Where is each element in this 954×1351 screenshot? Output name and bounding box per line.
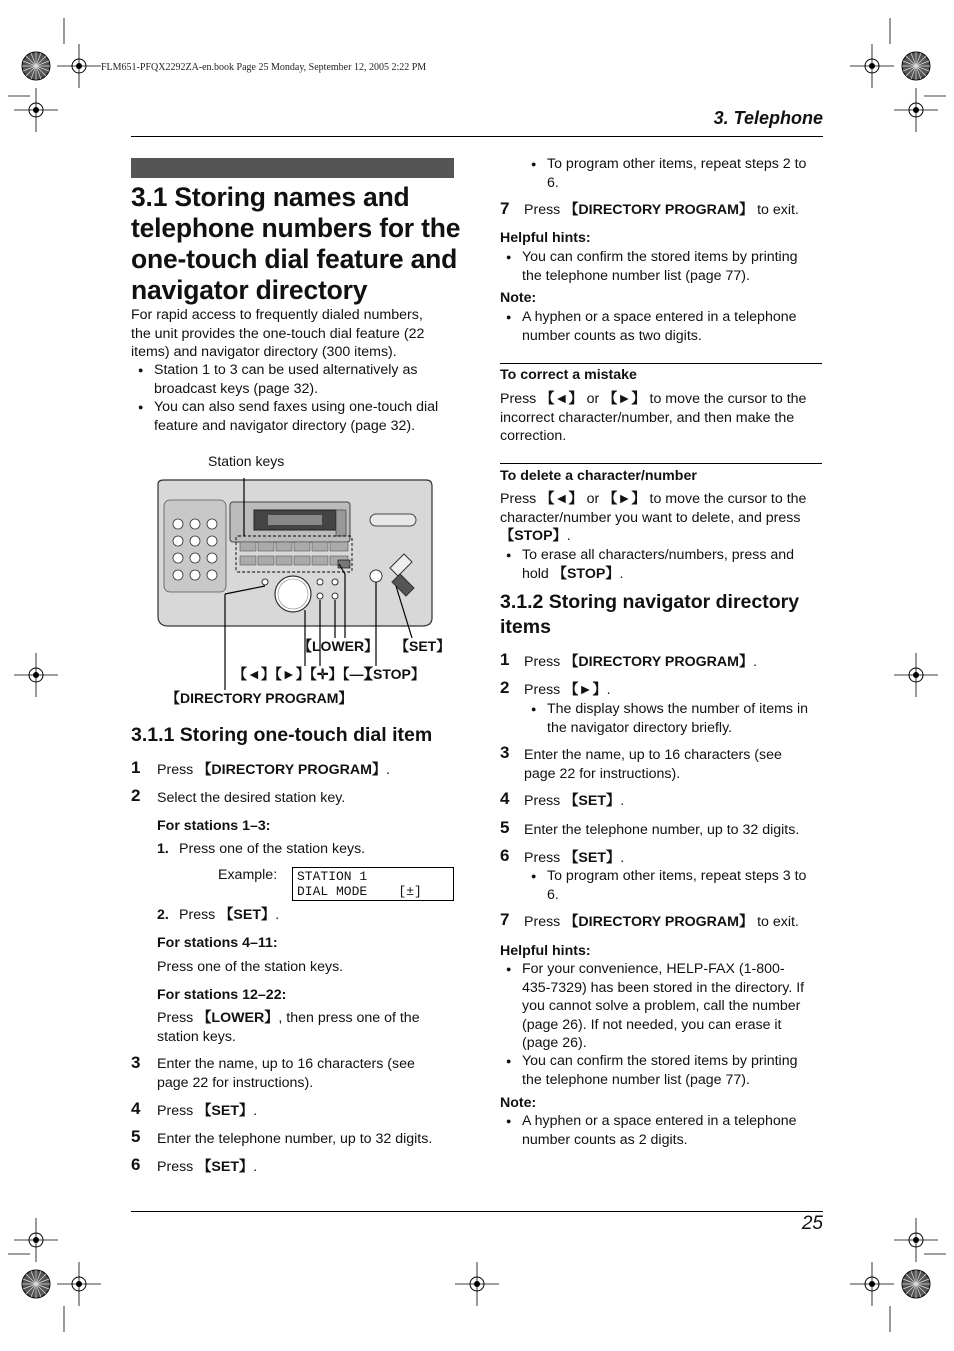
substep-number: 1. — [157, 841, 169, 857]
helpful-hints-heading: Helpful hints: — [500, 230, 591, 246]
nav-step-2-bullet: ● The display shows the number of items in the navigator directory briefly. — [547, 700, 808, 737]
step-number: 1 — [131, 758, 141, 777]
delete-character-heading: To delete a character/number — [500, 468, 697, 484]
nav-step-7-text: Press 【DIRECTORY PROGRAM】 to exit. — [524, 914, 799, 930]
substep-number: 2. — [157, 907, 169, 923]
note-heading: Note: — [500, 1095, 537, 1111]
set-key-label: 【SET】 — [395, 638, 451, 654]
step-1-text: Press 【DIRECTORY PROGRAM】. — [157, 762, 391, 778]
note-bullet: ● A hyphen or a space entered in a telephone number counts as two digits. — [522, 308, 797, 345]
step-number: 4 — [500, 789, 510, 808]
divider — [500, 463, 822, 464]
repeat-steps-bullet: ● To program other items, repeat steps 2 to 6. — [547, 155, 806, 192]
stations-4-11-heading: For stations 4–11: — [157, 935, 278, 951]
station-keys-label: Station keys — [208, 453, 285, 469]
hint-bullet: ● You can confirm the stored items by printing the telephone number list (page 77). — [522, 248, 797, 285]
step-number: 5 — [131, 1127, 141, 1146]
correct-mistake-heading: To correct a mistake — [500, 367, 637, 383]
lower-key-label: 【LOWER】 — [298, 638, 379, 654]
step-5-text: Enter the telephone number, up to 32 digits. — [157, 1131, 433, 1147]
step-number: 2 — [500, 678, 510, 697]
nav-step-2-text: Press 【►】. — [524, 682, 611, 698]
intro-paragraph: For rapid access to frequently dialed numbers, the unit provides the one-touch dial feature (22 items) and navigator directory (300 items). — [131, 307, 425, 360]
hint-bullet-helpfax: ● For your convenience, HELP-FAX (1-800- 435-7329) has been stored in the directory. If you cannot solve a problem, call the number (page 26). If not needed, you can erase it (page 26). — [522, 960, 804, 1053]
hint-bullet-print: ● You can confirm the stored items by printing the telephone number list (page 77). — [522, 1052, 797, 1089]
step-number: 7 — [500, 199, 510, 218]
section-title: 3. Telephone — [713, 108, 823, 128]
stations-12-22-heading: For stations 12–22: — [157, 987, 287, 1003]
header-rule — [131, 136, 823, 137]
page-title: 3.1 Storing names and telephone numbers for the one-touch dial feature and navigator directory — [131, 182, 461, 305]
subsection-3-1-2: 3.1.2 Storing navigator directory items — [500, 591, 800, 638]
step-number: 4 — [131, 1099, 141, 1118]
nav-step-3-text: Enter the name, up to 16 characters (see page 22 for instructions). — [524, 747, 782, 782]
footer-rule — [131, 1211, 823, 1212]
step-number: 3 — [131, 1053, 141, 1072]
intro-bullet-2: ● You can also send faxes using one-touch dial feature and navigator directory (page 32). — [154, 398, 438, 435]
stations-1-3-heading: For stations 1–3: — [157, 818, 271, 834]
note-heading: Note: — [500, 290, 537, 306]
example-label: Example: — [218, 867, 278, 883]
substep-2-text: Press 【SET】. — [179, 907, 280, 923]
navigator-keys-label: 【◄】【►】【✛】【—】 — [233, 666, 378, 682]
step-number: 1 — [500, 650, 510, 669]
step-number: 2 — [131, 786, 141, 805]
step-number: 6 — [131, 1155, 141, 1174]
step-number: 5 — [500, 818, 510, 837]
divider — [500, 363, 822, 364]
nav-step-1-text: Press 【DIRECTORY PROGRAM】. — [524, 654, 758, 670]
step-2-text: Select the desired station key. — [157, 790, 346, 806]
step-number: 7 — [500, 910, 510, 929]
step-7-text: Press 【DIRECTORY PROGRAM】 to exit. — [524, 202, 799, 218]
erase-all-bullet: ● To erase all characters/numbers, press and hold 【STOP】. — [522, 546, 794, 583]
step-4-text: Press 【SET】. — [157, 1103, 258, 1119]
delete-character-text: Press 【◄】 or 【►】 to move the cursor to the character/number you want to delete, and press 【STOP】. — [500, 491, 807, 544]
nav-step-6-bullet: ● To program other items, repeat steps 3 to 6. — [547, 867, 806, 904]
stations-12-22-text: Press 【LOWER】, then press one of the station keys. — [157, 1010, 420, 1045]
step-number: 3 — [500, 743, 510, 762]
correct-mistake-text: Press 【◄】 or 【►】 to move the cursor to the incorrect character/number, and then make the correction. — [500, 391, 807, 444]
lcd-display: STATION 1 DIAL MODE [±] — [292, 867, 454, 901]
step-3-text: Enter the name, up to 16 characters (see page 22 for instructions). — [157, 1056, 415, 1091]
step-number: 6 — [500, 846, 510, 865]
nav-step-5-text: Enter the telephone number, up to 32 digits. — [524, 822, 800, 838]
note-bullet: ● A hyphen or a space entered in a telephone number counts as 2 digits. — [522, 1112, 797, 1149]
step-6-text: Press 【SET】. — [157, 1159, 258, 1175]
title-bar — [131, 158, 454, 178]
subsection-3-1-1: 3.1.1 Storing one-touch dial item — [131, 724, 433, 746]
directory-program-key-label: 【DIRECTORY PROGRAM】 — [166, 690, 353, 706]
stations-4-11-text: Press one of the station keys. — [157, 959, 344, 975]
nav-step-6-text: Press 【SET】. — [524, 850, 625, 866]
nav-step-4-text: Press 【SET】. — [524, 793, 625, 809]
crop-info: FLM651-PFQX2292ZA-en.book Page 25 Monday, September 12, 2005 2:22 PM — [101, 62, 427, 73]
stop-key-label: 【STOP】 — [359, 666, 425, 682]
intro-bullet-1: ● Station 1 to 3 can be used alternatively as broadcast keys (page 32). — [154, 361, 417, 398]
helpful-hints-heading: Helpful hints: — [500, 943, 591, 959]
substep-1-text: Press one of the station keys. — [179, 841, 366, 857]
page-number: 25 — [801, 1213, 823, 1234]
